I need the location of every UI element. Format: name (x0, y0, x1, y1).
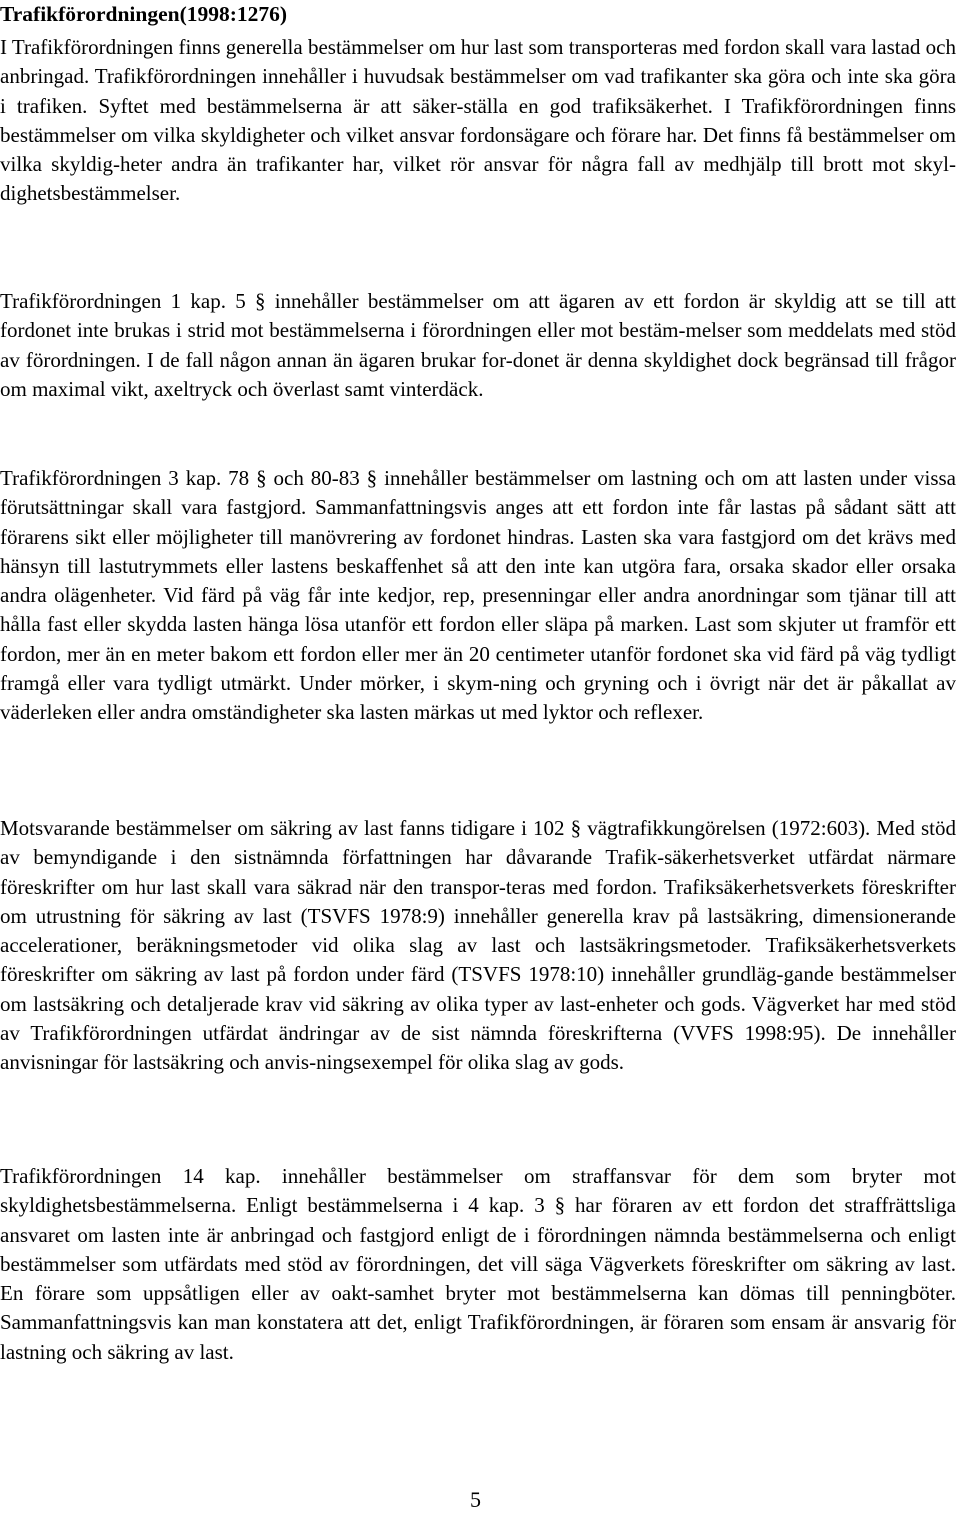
paragraph-chapter-1 (0, 287, 956, 404)
paragraph-earlier-regulations (0, 814, 956, 1078)
paragraph-chapter-14 (0, 1162, 956, 1367)
paragraph-intro (0, 33, 956, 209)
paragraph-text: Motsvarande bestämmelser om säkring av last fanns tidigare i 102 § vägtrafikkungörelsen (1972:603). Med stöd av bemyndigande i den sistnämnda författningen har dåvarande Trafik-säkerhetsverket utfärdat närmare föreskrifter om hur last skall vara säkrad när den transpor-teras med fordon. Trafiksäkerhetsverkets föreskrifter om utrustning för säkring av last (TSVFS 1978:9) innehåller generella krav på lastsäkring, dimensionerande accelerationer, beräkningsmetoder vid olika slag av last och lastsäkringsmetoder. Trafiksäkerhetsverkets föreskrifter om säkring av last på fordon under färd (TSVFS 1978:10) innehåller grundläg-gande bestämmelser om lastsäkring och detaljerade krav vid säkring av olika typer av last-enheter och gods. Vägverket har med stöd av Trafikförordningen utfärdat ändringar av de sist nämnda föreskrifterna (VVFS 1998:95). De innehåller anvisningar för lastsäkring och anvis-ningsexempel för olika slag av gods. (0, 816, 956, 1075)
paragraph-text: Trafikförordningen 14 kap. innehåller bestämmelser om straffansvar för dem som bryter mot skyldighetsbestämmelserna. Enligt bestämmelserna i 4 kap. 3 § har föraren av ett fordon det straffrättsliga ansvaret om lasten inte är anbringad och fastgjord enligt de i förordningen nämnda bestämmelserna och enligt bestämmelser som utfärdats med stöd av förordningen, det vill säga Vägverkets föreskrifter om säkring av last. En förare som uppsåtligen eller av oakt-samhet bryter mot bestämmelserna kan dömas till penningböter. Sammanfattningsvis kan man konstatera att det, enligt Trafikförordningen, är föraren som ensam är ansvarig för lastning och säkring av last. (0, 1164, 956, 1364)
paragraph-text: Trafikförordningen 3 kap. 78 § och 80-83 § innehåller bestämmelser om lastning och om att lasten under vissa förutsättningar skall vara fastgjord. Sammanfattningsvis anges att ett fordon inte får lastas på sådant sätt att förarens sikt eller möjligheter till manövrering av fordonet hindras. Lasten ska vara fastgjord om det krävs med hänsyn till lastutrymmets eller lastens beskaffenhet så att den inte kan utgöra fara, orsaka skador eller orsaka andra olägenheter. Vid färd på väg får inte kedjor, rep, presenningar eller andra anordningar som tjänar till att hålla fast eller skydda lasten hänga lösa utanför ett fordon eller släpa på marken. Last som skjuter ut framför ett fordon, mer än en meter bakom ett fordon eller mer än 20 centimeter utanför fordonet ska vid färd på väg tydligt framgå eller vara tydligt utmärkt. Under mörker, i skym-ning och gryning och i övrigt när det är påkallat av väderleken eller andra omständigheter ska lasten märkas ut med lyktor och reflexer. (0, 466, 956, 725)
paragraph-text: Trafikförordningen 1 kap. 5 § innehåller bestämmelser om att ägaren av ett fordon är skyldig att se till att fordonet inte brukas i strid mot bestämmelserna i förordningen eller mot bestäm-melser som meddelats med stöd av förordningen. I de fall någon annan än ägaren brukar for-donet är denna skyldighet dock begränsad till frågor om maximal vikt, axeltryck och överlast samt vinterdäck. (0, 289, 956, 401)
paragraph-text: I Trafikförordningen finns generella bestämmelser om hur last som transporteras med fordon skall vara lastad och anbringad. Trafikförordningen innehåller i huvudsak bestämmelser om vad trafikanter ska göra och inte ska göra i trafiken. Syftet med bestämmelserna är att säker-ställa en god trafiksäkerhet. I Trafikförordningen finns bestämmelser om vilka skyldigheter och vilket ansvar fordonsägare och förare har. Det finns få bestämmelser om vilka skyldig-heter andra än trafikanter har, vilket rör ansvar för några fall av medhjälp till brott mot skyl-dighetsbestämmelser. (0, 35, 956, 206)
page-number: 5 (470, 1487, 481, 1512)
paragraph-chapter-3 (0, 464, 956, 728)
page-title: Trafikförordningen(1998:1276) (0, 2, 288, 26)
